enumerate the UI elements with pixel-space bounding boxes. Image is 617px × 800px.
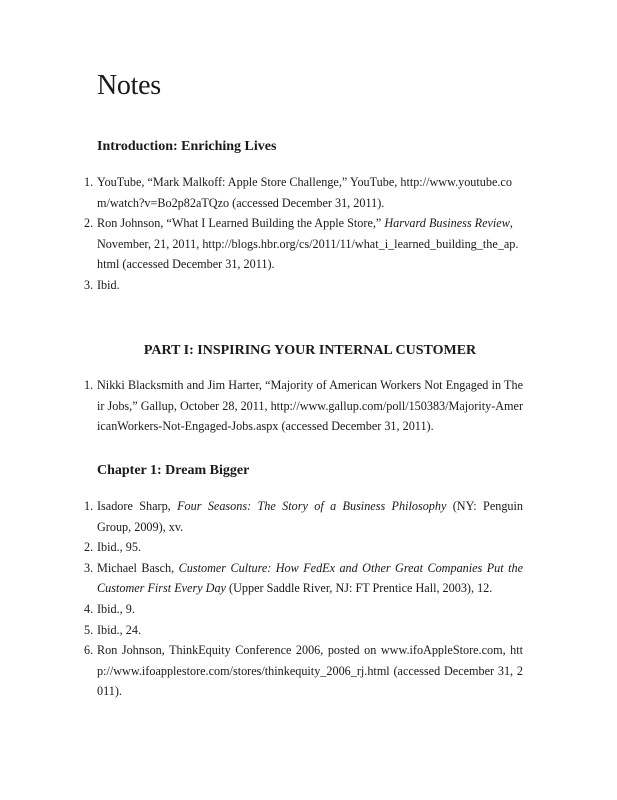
note-item — [84, 172, 523, 213]
note-text: Ron Johnson, ThinkEquity Conference 2006, posted on www.ifoAppleStore.com, http://www.ifoapplestore.com/stores/thinkequity_2006_rj.html (accessed December 31, 2011). — [97, 643, 523, 699]
note-text-pre: Isadore Sharp, — [97, 499, 178, 513]
note-item — [84, 640, 523, 702]
note-item — [84, 375, 523, 437]
note-item — [84, 213, 523, 275]
note-item — [84, 537, 523, 558]
note-text-pre: Michael Basch, — [97, 560, 179, 575]
note-book-title: Customer Culture: How FedEx and Other Great Companies Put the Customer First Every Day — [97, 560, 523, 596]
note-text-post: (Upper Saddle River, NJ: FT Prentice Hall, 2003), 12. — [225, 581, 493, 596]
note-publication-title: Harvard Business Review — [384, 216, 510, 231]
note-text-pre: Ron Johnson, “What I Learned Building the Apple Store,” — [97, 216, 385, 231]
note-number: 1. — [84, 175, 94, 189]
note-text: YouTube, “Mark Malkoff: Apple Store Challenge,” YouTube, http://www.youtube.com/watch?v=Bo2p82aTQzo (accessed December 31, 2011). — [97, 175, 512, 210]
note-item — [84, 599, 523, 620]
note-number: 4. — [84, 601, 94, 616]
note-number: 2. — [84, 540, 94, 555]
note-item — [84, 275, 523, 296]
page-title: Notes — [97, 70, 161, 101]
note-number: 6. — [84, 643, 94, 658]
note-text: Ibid., 95. — [97, 540, 142, 555]
note-number: 3. — [84, 560, 94, 575]
note-number: 2. — [84, 216, 94, 231]
note-text-post: , November, 21, 2011, http://blogs.hbr.org/cs/2011/11/what_i_learned_building_the_ap.html (accessed December 31, 2011). — [97, 216, 519, 272]
note-text: Nikki Blacksmith and Jim Harter, “Majority of American Workers Not Engaged in Their Jobs,” Gallup, October 28, 2011, http://www.gallup.com/poll/150383/Majority-AmericanWorkers-Not-Engaged-Jobs.aspx (accessed December 31, 2011). — [97, 378, 523, 434]
note-number: 1. — [84, 499, 94, 513]
notes-list-introduction — [84, 172, 523, 296]
note-text: Ibid., 24. — [97, 622, 142, 637]
note-item — [84, 620, 523, 641]
part-heading: PART I: INSPIRING YOUR INTERNAL CUSTOMER — [143, 343, 477, 358]
notes-list-chapter-1 — [84, 496, 523, 702]
section-heading-chapter-1: Chapter 1: Dream Bigger — [97, 463, 250, 478]
note-book-title: Four Seasons: The Story of a Business Philosophy — [177, 499, 447, 513]
note-item — [84, 558, 523, 599]
notes-list-part1 — [84, 375, 523, 437]
note-text: Ibid., 9. — [97, 601, 135, 616]
note-text: Ibid. — [97, 277, 120, 292]
note-item — [84, 496, 523, 537]
note-text-post: (NY: Penguin Group, 2009), xv. — [97, 499, 523, 534]
note-number: 5. — [84, 622, 94, 637]
note-number: 3. — [84, 277, 94, 292]
note-number: 1. — [84, 378, 94, 392]
section-heading-introduction: Introduction: Enriching Lives — [97, 139, 277, 154]
